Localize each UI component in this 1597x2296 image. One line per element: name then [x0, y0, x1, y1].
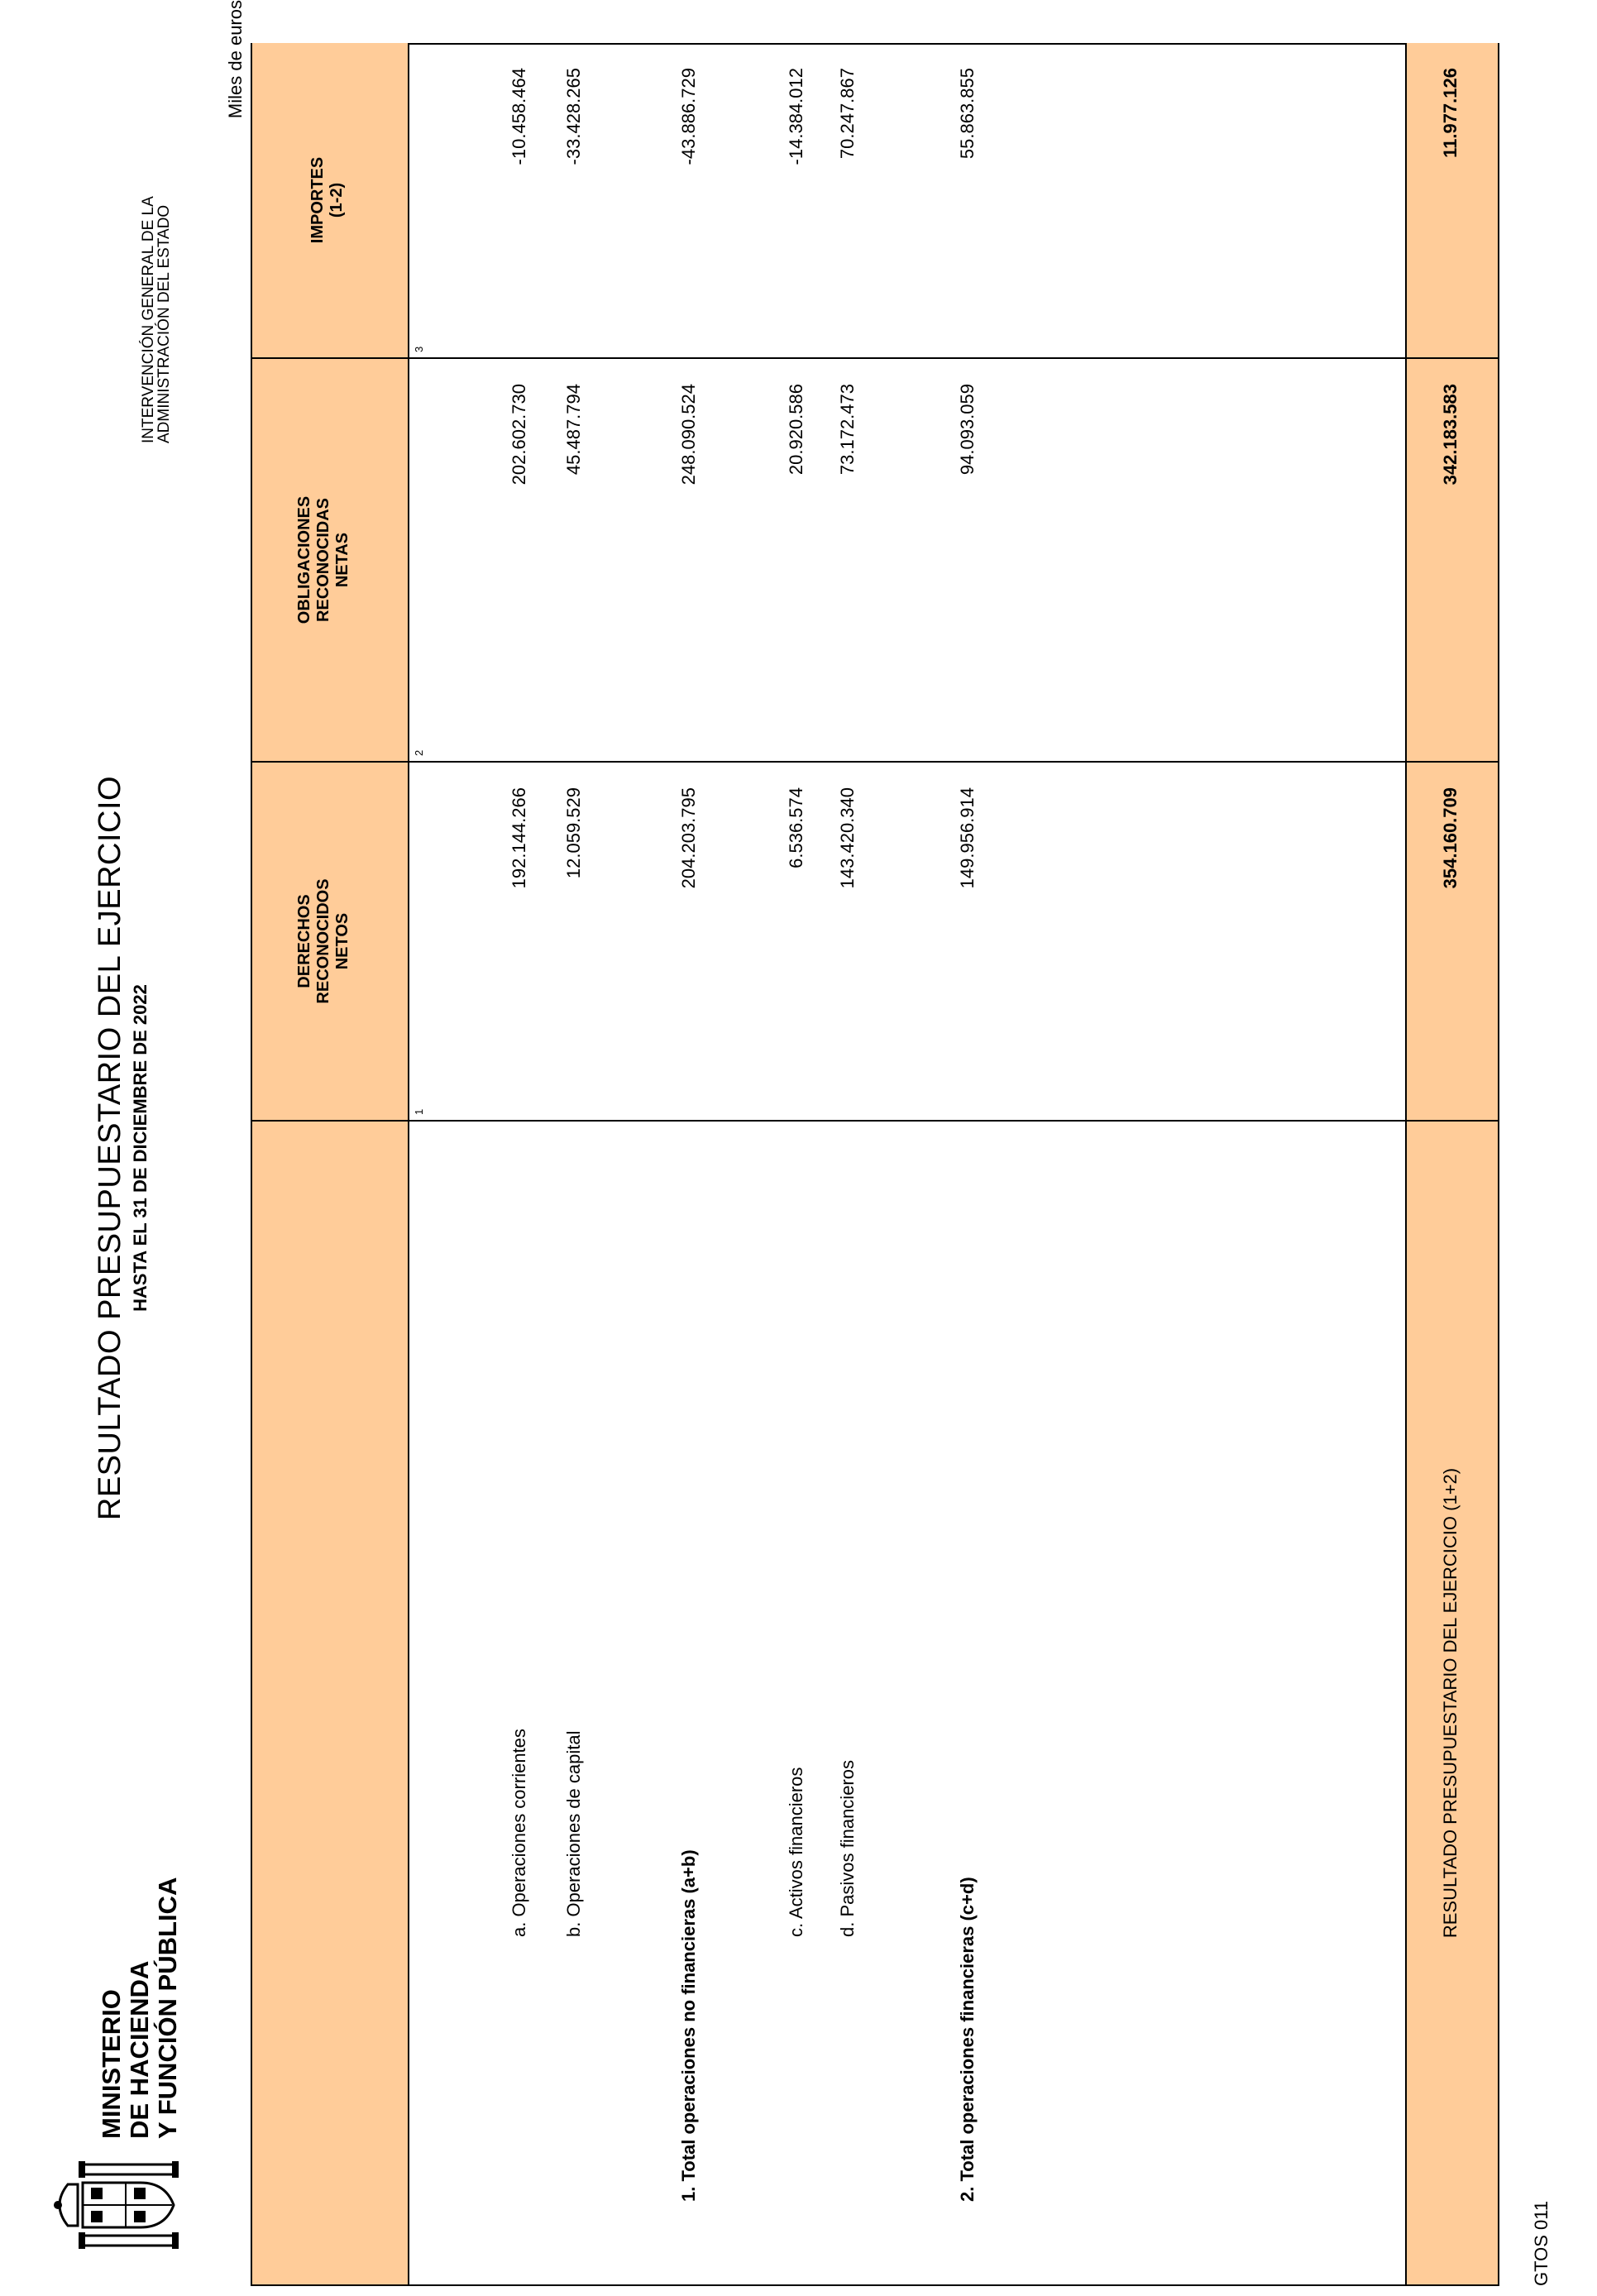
column-number: 2	[413, 749, 425, 756]
row-label: d. Pasivos financieros	[837, 1760, 858, 1937]
cell-value: 70.247.867	[837, 68, 858, 160]
page-subtitle: HASTA EL 31 DE DICIEMBRE DE 2022	[130, 984, 151, 1312]
cell-value: 73.172.473	[837, 384, 858, 476]
igae-line: ADMINISTRACIÓN DEL ESTADO	[155, 204, 173, 443]
cell-value: 202.602.730	[509, 384, 529, 486]
row-label: c. Activos financieros	[786, 1767, 806, 1937]
total-value: 11.977.126	[1440, 68, 1461, 158]
total-row-band	[1405, 763, 1498, 1120]
header-line: DERECHOS	[295, 894, 313, 988]
document-code: GTOS 011	[1531, 2200, 1552, 2286]
total-value: 342.183.583	[1440, 384, 1461, 486]
ministry-line: Y FUNCIÓN PÚBLICA	[153, 1877, 182, 2139]
total-value: 354.160.709	[1440, 787, 1461, 889]
cell-value: 12.059.529	[563, 787, 584, 879]
cell-value: 55.863.855	[957, 68, 978, 160]
header-line: (1-2)	[328, 182, 346, 218]
description-column	[252, 1120, 1498, 2284]
total-row-label: RESULTADO PRESUPUESTARIO DEL EJERCICIO (1+2)	[1440, 1467, 1461, 1939]
header-line: RECONOCIDOS	[314, 878, 332, 1004]
page-title: RESULTADO PRESUPUESTARIO DEL EJERCICIO	[93, 775, 127, 1521]
igae-line: INTERVENCIÓN GENERAL DE LA	[140, 196, 157, 443]
units-label: Miles de euros	[225, 0, 246, 119]
igae-label	[141, 196, 172, 443]
header-line: OBLIGACIONES	[295, 495, 313, 624]
cell-value: -33.428.265	[563, 68, 584, 165]
column-header-importes	[252, 43, 409, 357]
header-line: IMPORTES	[308, 156, 327, 244]
cell-value: 192.144.266	[509, 787, 529, 889]
column-importes	[252, 43, 1498, 357]
column-obligaciones	[252, 357, 1498, 761]
budget-result-table	[251, 43, 1499, 2286]
cell-value: 143.420.340	[837, 787, 858, 889]
row-label: a. Operaciones corrientes	[509, 1729, 529, 1937]
cell-value: 94.093.059	[957, 384, 978, 476]
column-number: 3	[413, 346, 425, 352]
total-row-band	[1405, 43, 1498, 357]
cell-value: -14.384.012	[786, 68, 806, 165]
cell-value: 6.536.574	[786, 787, 806, 868]
row-label: b. Operaciones de capital	[563, 1730, 584, 1937]
cell-value: 248.090.524	[678, 384, 699, 486]
cell-value: 45.487.794	[563, 384, 584, 476]
column-header-obligaciones	[252, 359, 409, 761]
cell-value: 20.920.586	[786, 384, 806, 476]
ministry-line: MINISTERIO	[97, 1989, 126, 2139]
cell-value: 149.956.914	[957, 787, 978, 889]
column-number: 1	[413, 1108, 425, 1115]
column-header-text	[308, 43, 347, 357]
cell-value: -10.458.464	[509, 68, 529, 165]
total-row-band	[1405, 359, 1498, 761]
column-header-text	[295, 763, 352, 1120]
header-line: RECONOCIDAS	[314, 498, 332, 623]
cell-value: -43.886.729	[678, 68, 699, 165]
header-line: NETOS	[333, 912, 351, 970]
column-header-text	[295, 359, 352, 761]
column-header-derechos	[252, 763, 409, 1120]
ministry-line: DE HACIENDA	[125, 1960, 154, 2139]
header-line: NETAS	[333, 532, 351, 588]
row-label: 1. Total operaciones no financieras (a+b)	[678, 1849, 699, 2202]
column-derechos	[252, 761, 1498, 1120]
column-header-description	[252, 1122, 409, 2284]
row-label: 2. Total operaciones financieras (c+d)	[957, 1877, 978, 2202]
total-row-band	[1405, 1122, 1498, 2284]
cell-value: 204.203.795	[678, 787, 699, 889]
